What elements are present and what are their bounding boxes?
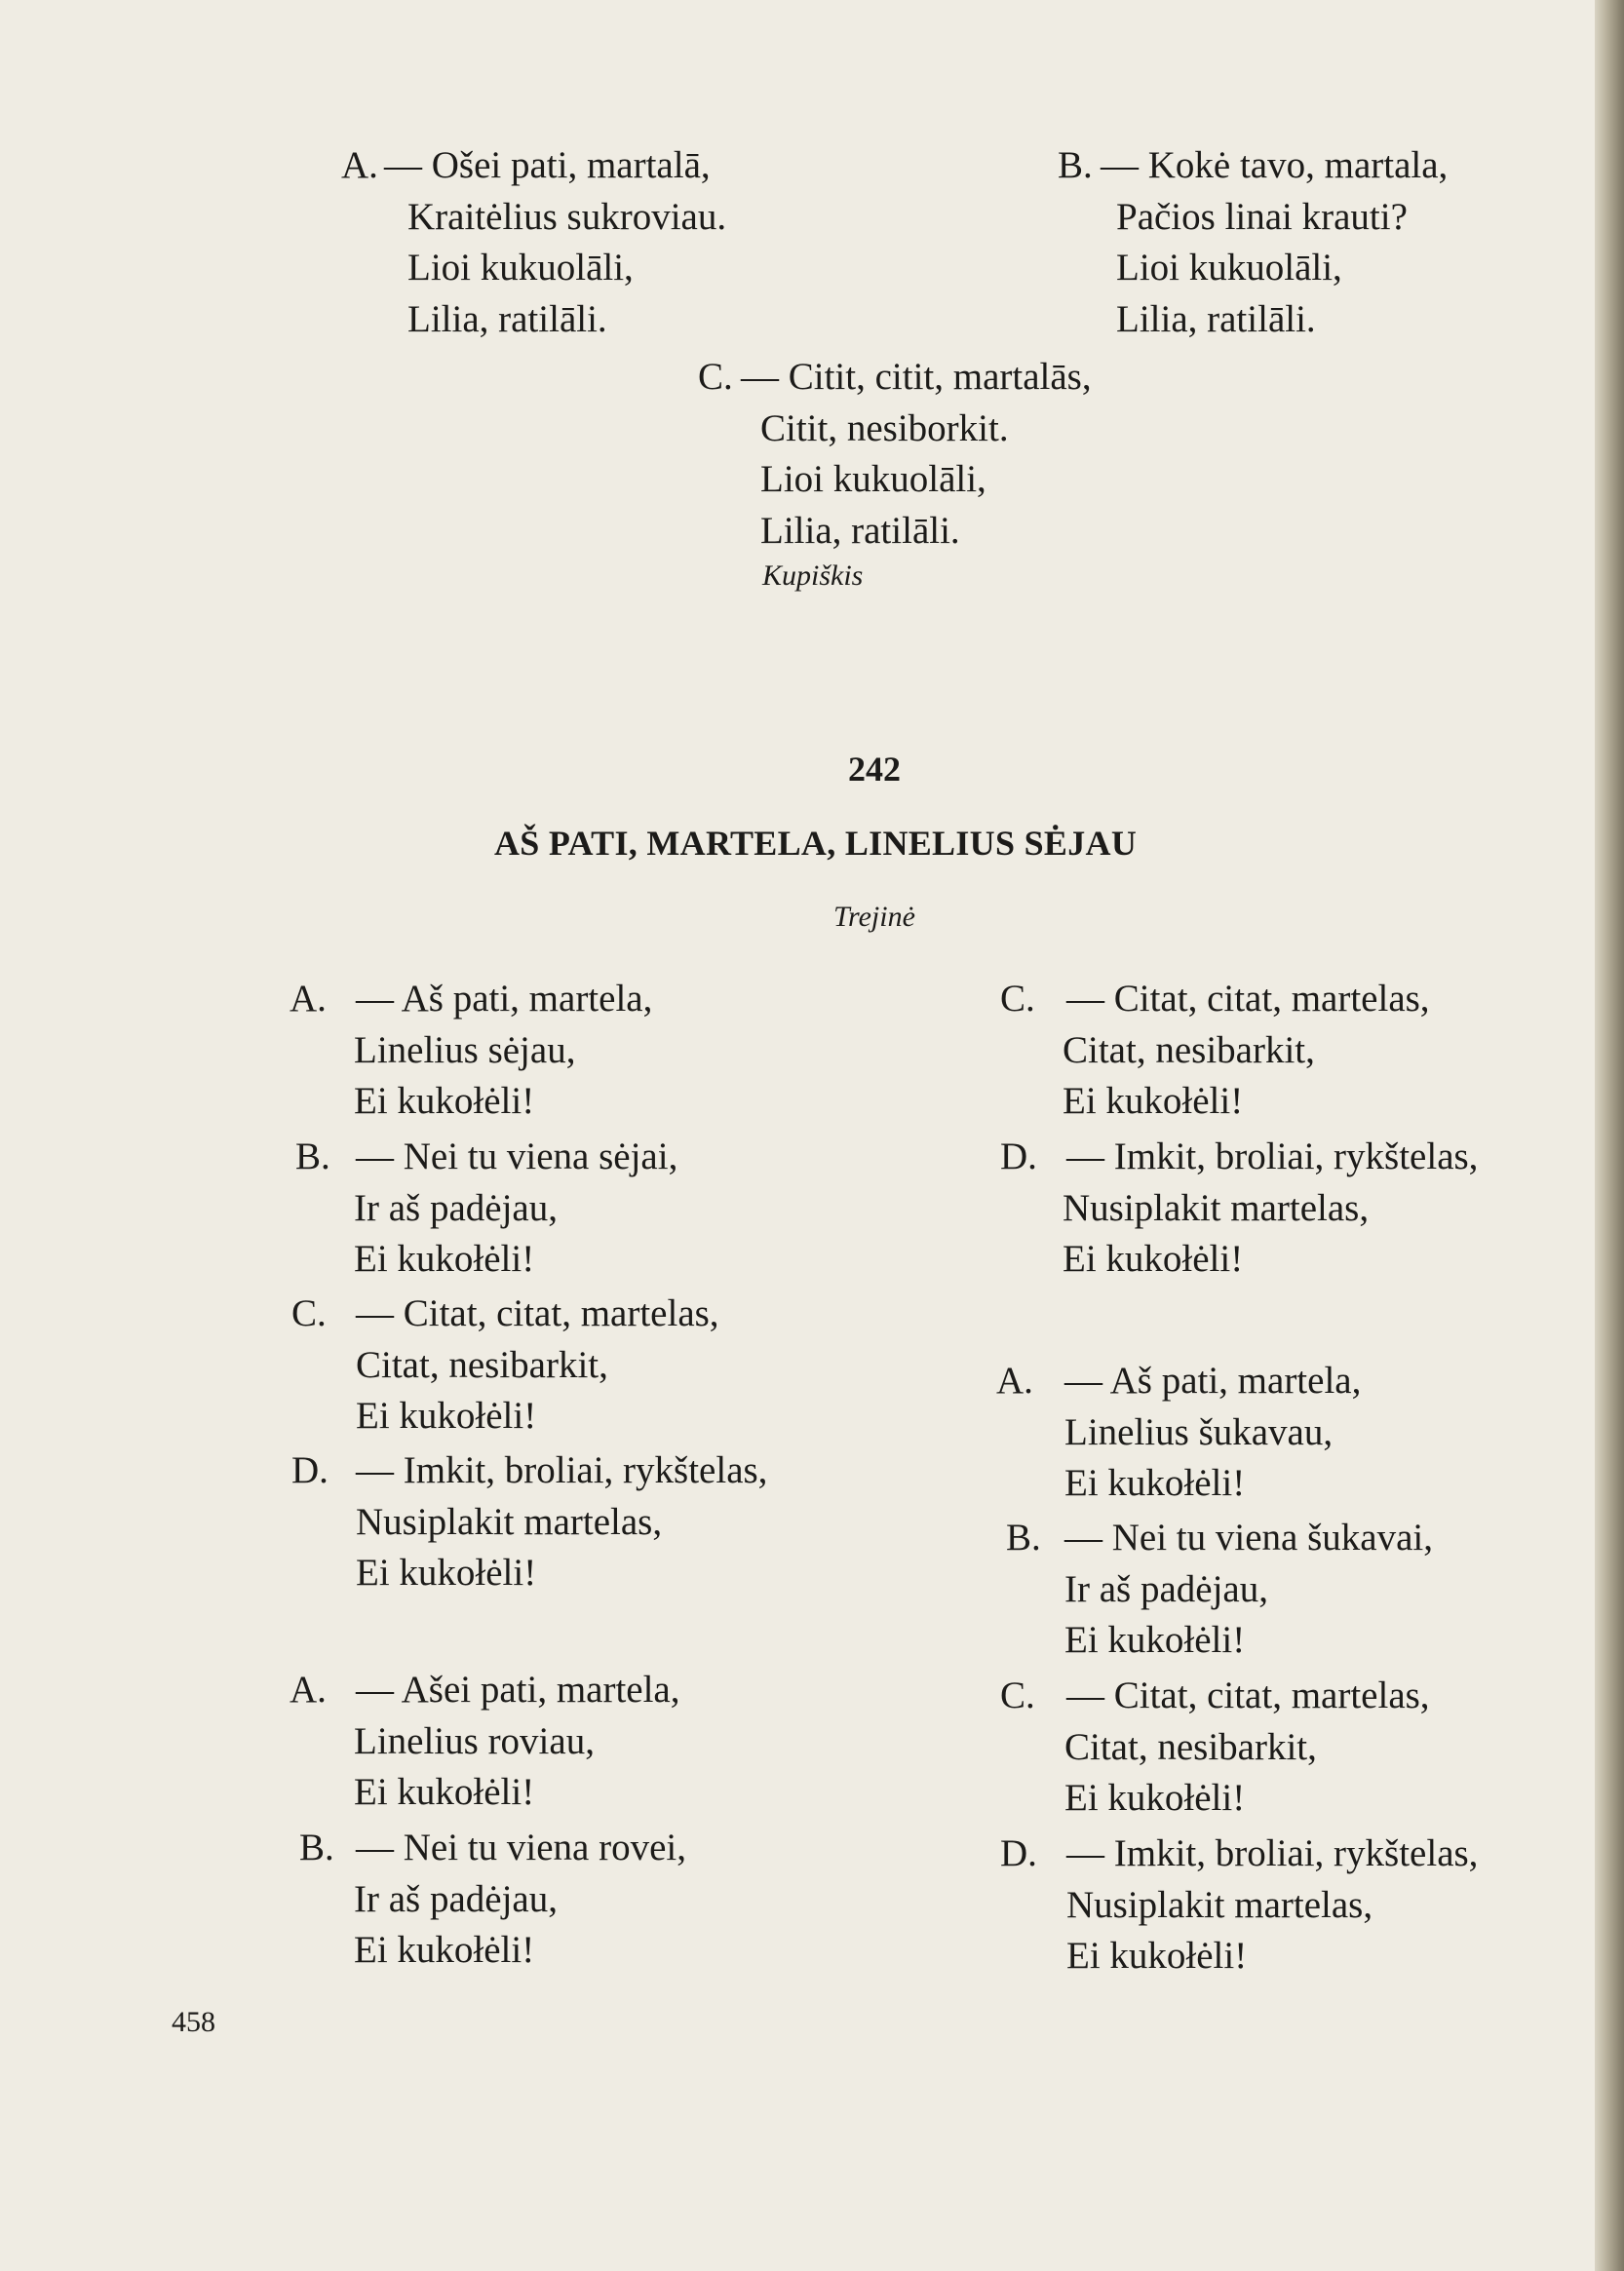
- stanza-line: Lioi kukuolāli,: [407, 247, 634, 289]
- stanza-label: A.: [290, 978, 327, 1020]
- stanza-label: B.: [299, 1827, 334, 1868]
- stanza-label: D.: [1000, 1832, 1037, 1874]
- stanza-line: Ei kukołėli!: [1064, 1777, 1246, 1819]
- stanza-line: Nusiplakit martelas,: [1063, 1186, 1370, 1229]
- stanza-label: D.: [291, 1449, 329, 1491]
- stanza-line: Ei kukołėli!: [1063, 1080, 1244, 1122]
- stanza-label: D.: [1000, 1136, 1037, 1177]
- stanza-label: C.: [1000, 1674, 1035, 1716]
- stanza-line: — Kokė tavo, martala,: [1101, 144, 1449, 186]
- stanza-label: C.: [291, 1292, 327, 1334]
- stanza-line: Citat, nesibarkit,: [1063, 1028, 1315, 1071]
- stanza-line: — Ošei pati, martalā,: [384, 144, 711, 186]
- stanza-label: B.: [1006, 1517, 1041, 1559]
- stanza-line: — Aš pati, martela,: [356, 978, 653, 1020]
- stanza-line: Ei kukołėli!: [1064, 1462, 1246, 1504]
- stanza-line: Ei kukołėli!: [354, 1929, 535, 1971]
- stanza-line: Linelius roviau,: [354, 1719, 595, 1762]
- stanza-line: Ei kukołėli!: [354, 1080, 535, 1122]
- stanza-line: — Nei tu viena šukavai,: [1064, 1517, 1433, 1559]
- page-number: 458: [172, 2006, 215, 2038]
- stanza-line: Ir aš padėjau,: [1064, 1567, 1268, 1610]
- stanza-line: Ir aš padėjau,: [354, 1877, 558, 1920]
- stanza-line: Ei kukołėli!: [354, 1771, 535, 1813]
- place-name: Kupiškis: [762, 559, 864, 592]
- stanza-line: — Citit, citit, martalās,: [741, 356, 1092, 398]
- stanza-line: Ei kukołėli!: [356, 1395, 537, 1437]
- stanza-line: Nusiplakit martelas,: [356, 1500, 663, 1543]
- song-number: 242: [848, 750, 901, 789]
- stanza-line: — Citat, citat, martelas,: [1066, 978, 1430, 1020]
- stanza-line: — Imkit, broliai, rykštelas,: [1066, 1832, 1479, 1874]
- stanza-line: — Imkit, broliai, rykštelas,: [356, 1449, 768, 1491]
- stanza-label: C.: [698, 356, 733, 398]
- stanza-line: Lilia, ratilāli.: [1116, 297, 1316, 340]
- stanza-line: Ei kukołėli!: [1066, 1935, 1248, 1977]
- stanza-line: Citat, nesibarkit,: [1064, 1725, 1317, 1768]
- stanza-line: — Imkit, broliai, rykštelas,: [1066, 1136, 1479, 1177]
- song-title: AŠ PATI, MARTELA, LINELIUS SĖJAU: [494, 824, 1138, 863]
- stanza-line: — Nei tu viena rovei,: [356, 1827, 686, 1868]
- stanza-line: Ei kukołėli!: [356, 1552, 537, 1594]
- stanza-line: Ei kukołėli!: [354, 1238, 535, 1280]
- stanza-label: A.: [996, 1360, 1033, 1402]
- stanza-line: — Nei tu viena sėjai,: [356, 1136, 678, 1177]
- stanza-line: Linelius šukavau,: [1064, 1410, 1334, 1453]
- stanza-line: Lilia, ratilāli.: [407, 297, 607, 340]
- stanza-line: Lilia, ratilāli.: [760, 509, 960, 552]
- stanza-line: Ir aš padėjau,: [354, 1186, 558, 1229]
- stanza-line: Lioi kukuolāli,: [1116, 247, 1342, 289]
- stanza-line: Citit, nesiborkit.: [760, 406, 1009, 449]
- stanza-line: Nusiplakit martelas,: [1066, 1883, 1373, 1926]
- stanza-line: — Citat, citat, martelas,: [1066, 1674, 1430, 1716]
- stanza-line: — Aš pati, martela,: [1064, 1360, 1362, 1402]
- song-subtitle: Trejinė: [833, 901, 915, 933]
- stanza-line: Lioi kukuolāli,: [760, 458, 986, 500]
- stanza-line: Citat, nesibarkit,: [356, 1343, 608, 1386]
- stanza-line: Ei kukołėli!: [1063, 1238, 1244, 1280]
- stanza-line: — Citat, citat, martelas,: [356, 1292, 719, 1334]
- stanza-label: B.: [1058, 144, 1093, 186]
- stanza-line: Ei kukołėli!: [1064, 1619, 1246, 1661]
- stanza-line: Linelius sėjau,: [354, 1028, 576, 1071]
- stanza-line: Pačios linai krauti?: [1116, 195, 1408, 238]
- stanza-label: B.: [295, 1136, 330, 1177]
- page-edge-shadow: [1595, 0, 1624, 2271]
- stanza-label: A.: [341, 144, 378, 186]
- stanza-label: C.: [1000, 978, 1035, 1020]
- stanza-line: — Ašei pati, martela,: [356, 1669, 680, 1711]
- stanza-line: Kraitėlius sukroviau.: [407, 195, 727, 238]
- stanza-label: A.: [290, 1669, 327, 1711]
